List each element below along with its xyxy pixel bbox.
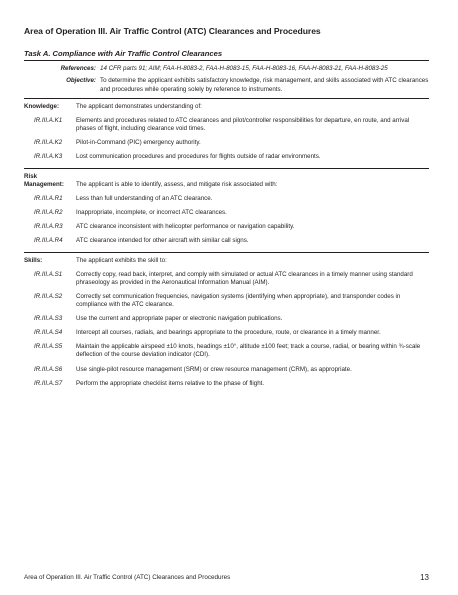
page-number: 13 [420,573,429,582]
risk-section [24,168,429,246]
list-item [24,293,429,309]
footer-text: Area of Operation III. Air Traffic Control (ATC) Clearances and Procedures [24,574,231,581]
list-item [24,329,429,337]
list-item [24,380,429,388]
skills-section [24,252,429,388]
list-item [24,153,429,161]
references-value: 14 CFR parts 91; AIM; FAA-H-8083-2, FAA-H-8083-15, FAA-H-8083-16, FAA-H-8083-21, FAA-H-8083-25 [100,65,388,72]
references-label: References: [60,65,96,72]
list-item [24,195,429,203]
item-code: IR.III.A.R3 [34,223,63,231]
list-item [24,139,429,147]
item-code: IR.III.A.K2 [34,139,63,147]
item-code: IR.III.A.S4 [34,329,63,337]
task-title: Task A. Compliance with Air Traffic Control Clearances [24,49,223,58]
item-text: Maintain the applicable airspeed ±10 knots, headings ±10°, altitude ±100 feet; track a course, radial, or bearing within ¾-scale deflection of the course deviation indicator (CDI). [76,343,421,359]
risk-label [24,173,76,190]
item-code: IR.III.A.S6 [34,365,63,373]
objective-value: To determine the applicant exhibits satisfactory knowledge, risk management, and skills associated with ATC clearances and procedures while operating solely by reference to instruments. [100,77,429,93]
list-item [24,117,429,133]
list-item [24,223,429,231]
skills-label: Skills: [24,256,43,264]
item-text: Pilot-in-Command (PIC) emergency authority. [76,139,201,147]
list-item [24,237,429,245]
objective-row [24,77,429,94]
list-item [24,315,429,323]
knowledge-section [24,98,429,162]
risk-intro: The applicant is able to identify, assess, and mitigate risk associated with: [76,180,278,188]
knowledge-label: Knowledge: [24,102,60,110]
list-item [24,209,429,217]
list-item [24,366,429,374]
page-footer [24,574,429,582]
item-text: Less than full understanding of an ATC clearance. [76,195,213,203]
item-code: IR.III.A.R2 [34,209,63,217]
risk-label-line2: Management: [24,180,64,188]
page-title: Area of Operation III. Air Traffic Control (ATC) Clearances and Procedures [24,26,321,36]
page-content [24,26,429,394]
task-divider [24,60,429,61]
item-code: IR.III.A.R4 [34,237,63,245]
item-text: Lost communication procedures and procedures for flights outside of radar environments. [76,153,321,161]
item-code: IR.III.A.S3 [34,315,63,323]
item-text: Intercept all courses, radials, and bearings appropriate to the procedure, route, or clearance in a timely manner. [76,329,381,337]
knowledge-intro: The applicant demonstrates understanding of: [76,102,202,110]
item-text: Inappropriate, incomplete, or incorrect ATC clearances. [76,209,227,217]
item-code: IR.III.A.K3 [34,153,63,161]
list-item [24,343,429,359]
item-text: Use single-pilot resource management (SRM) or crew resource management (CRM), as appropriate. [76,365,352,373]
item-code: IR.III.A.S2 [34,293,63,301]
references-row [24,65,429,73]
item-code: IR.III.A.R1 [34,195,63,203]
item-text: Use the current and appropriate paper or electronic navigation publications. [76,315,283,323]
risk-label-line1: Risk [24,172,38,180]
item-text: Correctly set communication frequencies, navigation systems (identifying when appropriate), and transponder codes in compliance with the ATC clearance. [76,293,401,309]
objective-label: Objective: [66,77,96,85]
item-text: Elements and procedures related to ATC clearances and pilot/controller responsibilities for departure, en route, and arrival phases of flight, including clearance void times. [76,117,410,133]
item-code: IR.III.A.S5 [34,343,63,351]
skills-intro: The applicant exhibits the skill to: [76,256,167,264]
list-item [24,271,429,287]
item-code: IR.III.A.S7 [34,379,63,387]
item-code: IR.III.A.K1 [34,117,63,125]
item-text: ATC clearance intended for other aircraft with similar call signs. [76,237,249,245]
item-text: Perform the appropriate checklist items relative to the phase of flight. [76,379,265,387]
item-text: ATC clearance inconsistent with helicopter performance or navigation capability. [76,223,295,231]
item-code: IR.III.A.S1 [34,270,63,278]
item-text: Correctly copy, read back, interpret, and comply with simulated or actual ATC clearances in a timely manner using standard phraseology as provided in the Aeronautical Information Manual (AIM). [76,270,413,286]
